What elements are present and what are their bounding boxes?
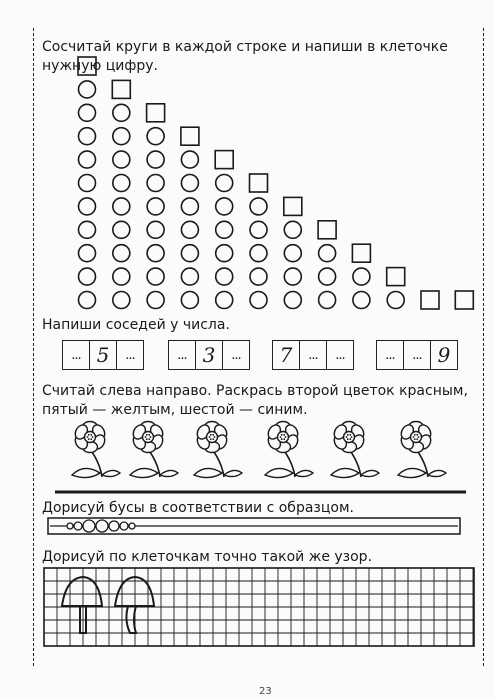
task-beads: Дорисуй бусы в соответствии с образцом.	[42, 500, 354, 516]
neighbor-cell[interactable]: ...	[231, 347, 241, 363]
task-pattern: Дорисуй по клеточкам точно такой же узор.	[42, 549, 373, 565]
task-count-circles: Сосчитай круги в каждой строке и напиши в клеточке нужную цифру.	[42, 39, 448, 74]
neighbor-cell[interactable]: ...	[300, 341, 327, 369]
neighbor-cell[interactable]: ...	[63, 341, 90, 369]
task-neighbors: Напиши соседей у числа.	[42, 317, 230, 333]
number-cell: 9	[437, 343, 451, 367]
neighbor-cell[interactable]: ...	[125, 347, 135, 363]
neighbor-cell[interactable]: ...	[169, 341, 196, 369]
number-cell: 7	[273, 341, 300, 369]
neighbor-cell[interactable]: ...	[377, 341, 404, 369]
neighbor-cell[interactable]: ...	[335, 347, 345, 363]
neighbor-cell[interactable]: ...	[404, 341, 431, 369]
task-flowers: Считай слева направо. Раскрась второй цветок красным, пятый — желтым, шестой — синим.	[42, 383, 468, 418]
page-number: 23	[259, 686, 272, 697]
number-cell: 3	[196, 341, 223, 369]
number-cell: 5	[90, 341, 117, 369]
